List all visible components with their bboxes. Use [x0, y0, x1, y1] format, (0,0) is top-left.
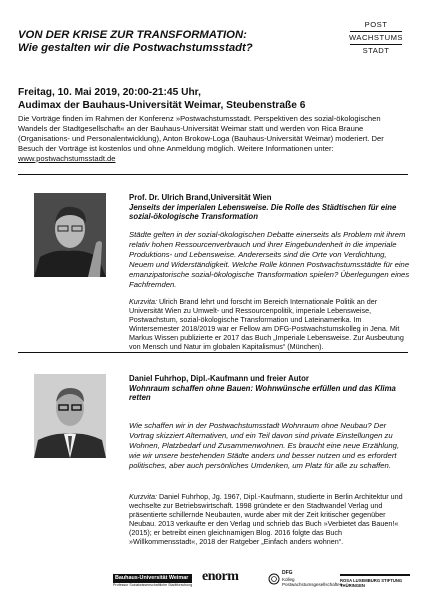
dfg-subline: Kolleg Postwachstumsgesellschaften	[282, 576, 343, 587]
talk-abstract: Wie schaffen wir in der Postwachstumsstadt Wohnraum ohne Neubau? Der Vortrag skizziert Alternativen, und ein Teil davon sind private Einstellungen zu Wohnen, Platzbedarf und Zusammenwohnen. Es braucht eine neue Erzählung, wie wir unsere bestehenden Städte anders und besser nutzen und es erfordert politisches, aber auch persönliches Umdenken, um Platz für alle zu schaffen.	[129, 421, 400, 471]
buw-wordmark: Bauhaus-Universität Weimar	[113, 574, 192, 583]
dfg-kolleg-logo	[268, 570, 343, 588]
logo-line-1: POST	[364, 20, 388, 29]
talk-title: Jenseits der imperialen Lebensweise. Die Rolle des Städtischen für eine sozial-ökologische Transformation	[129, 202, 397, 222]
speaker-name: Prof. Dr. Ulrich Brand,Universität Wien	[129, 193, 272, 202]
event-info	[18, 87, 408, 112]
event-venue: Audimax der Bauhaus-Universität Weimar, Steubenstraße 6	[18, 99, 306, 111]
postwachstumsstadt-logo	[346, 20, 406, 56]
rosa-luxemburg-logo	[340, 574, 410, 588]
buw-subline: Professur Sozialwissenschaftliche Stadtforschung	[113, 583, 193, 587]
speaker-name: Daniel Fuhrhop, Dipl.-Kaufmann und freier Autor	[129, 374, 309, 383]
bauhaus-university-logo	[113, 574, 192, 588]
speaker-photo-brand	[34, 193, 106, 277]
section-divider	[18, 174, 408, 175]
bio-text: Ulrich Brand lehrt und forscht im Bereich Internationale Politik an der Universität Wien zu Umwelt- und Ressourcenpolitik, imperiale Lebensweise, Postwachstum, sozial-ökologische Transformation und Lateinamerika. Im Wintersemester 2018/2019 war er Fellow am DFG-Postwachstumskolleg in Jena. Mit Markus Wissen publizierte er 2017 das Buch „Imperiale Lebensweise. Zur Ausbeutung von Mensch und Natur im globalen Kapitalismus“ (München).	[129, 297, 404, 352]
logo-divider	[350, 44, 402, 45]
portrait-image	[34, 193, 106, 277]
speaker-photo-fuhrhop	[34, 374, 106, 458]
title-line-2: Wie gestalten wir die Postwachstumsstadt?	[18, 42, 253, 54]
dfg-name: DFG	[282, 570, 293, 576]
speaker-bio	[129, 492, 410, 547]
dfg-seal-icon	[268, 573, 280, 585]
website-link[interactable]: www.postwachstumsstadt.de	[18, 153, 116, 163]
bio-text: Daniel Fuhrhop, Jg. 1967, Dipl.-Kaufmann, studierte in Berlin Architektur und wechselte zur Betriebswirtschaft. 1998 gründete er den Stadtwandel Verlag und präsentierte schillernde Neubauten, wurde aber mit der Zeit kritischer gegenüber Neubau. 2013 verkaufte er den Verlag und schrieb das Buch »Verbietet das Bauen!« (2015); er betreibt einen gleichnamigen Blog. 2016 folgte das Buch »Willkommensstadt«, 2018 der Ratgeber „Einfach anders wohnen“.	[129, 492, 403, 547]
enorm-logo: enorm	[202, 569, 239, 584]
speaker-block-brand	[129, 193, 410, 222]
logo-divider	[350, 31, 402, 32]
intro-text: Die Vorträge finden im Rahmen der Konferenz »Postwachstumsstadt. Perspektiven des sozial-ökologischen Wandels der Stadtgesellschaft« an der Bauhaus-Universität Weimar statt und werden von Rica Braune (Organisations- und Personalentwicklung), Anton Brokow-Loga (Bauhaus-Universität Weimar) moderiert. Der Besuch der Vorträge ist kostenlos und ohne Anmeldung möglich. Weitere Informationen unter:	[18, 114, 384, 153]
speaker-bio	[129, 297, 410, 352]
bio-label: Kurzvita:	[129, 297, 157, 306]
event-date: Freitag, 10. Mai 2019, 20:00-21:45 Uhr,	[18, 87, 201, 98]
page-title	[18, 29, 268, 55]
talk-title: Wohnraum schaffen ohne Bauen: Wohnwünsche erfüllen und das Klima retten	[129, 383, 396, 403]
logo-line-2: WACHSTUMS	[349, 33, 403, 42]
logo-line-3: STADT	[362, 46, 390, 55]
intro-paragraph	[18, 114, 410, 164]
section-divider	[18, 352, 408, 353]
portrait-image	[34, 374, 106, 458]
bio-label: Kurzvita:	[129, 492, 157, 501]
talk-abstract: Städte gelten in der sozial-ökologischen Debatte einerseits als Problem mit ihrem relativ hohen Ressourcenverbrauch und ihrer Eingebundenheit in die imperiale Produktions- und Lebensweise. Andererseits sind die Orte von Verdichtung, Neuem und Widerständigkeit. Welche Rolle können Postwachstumsstädte für eine emanzipatorische sozial-ökologische Transformation spielen? Überlegungen eines Fachfremden.	[129, 230, 410, 290]
speaker-block-fuhrhop	[129, 374, 410, 403]
rls-text: ROSA LUXEMBURG STIFTUNG THÜRINGEN	[340, 574, 410, 588]
title-line-1: VON DER KRISE ZUR TRANSFORMATION:	[18, 29, 247, 41]
